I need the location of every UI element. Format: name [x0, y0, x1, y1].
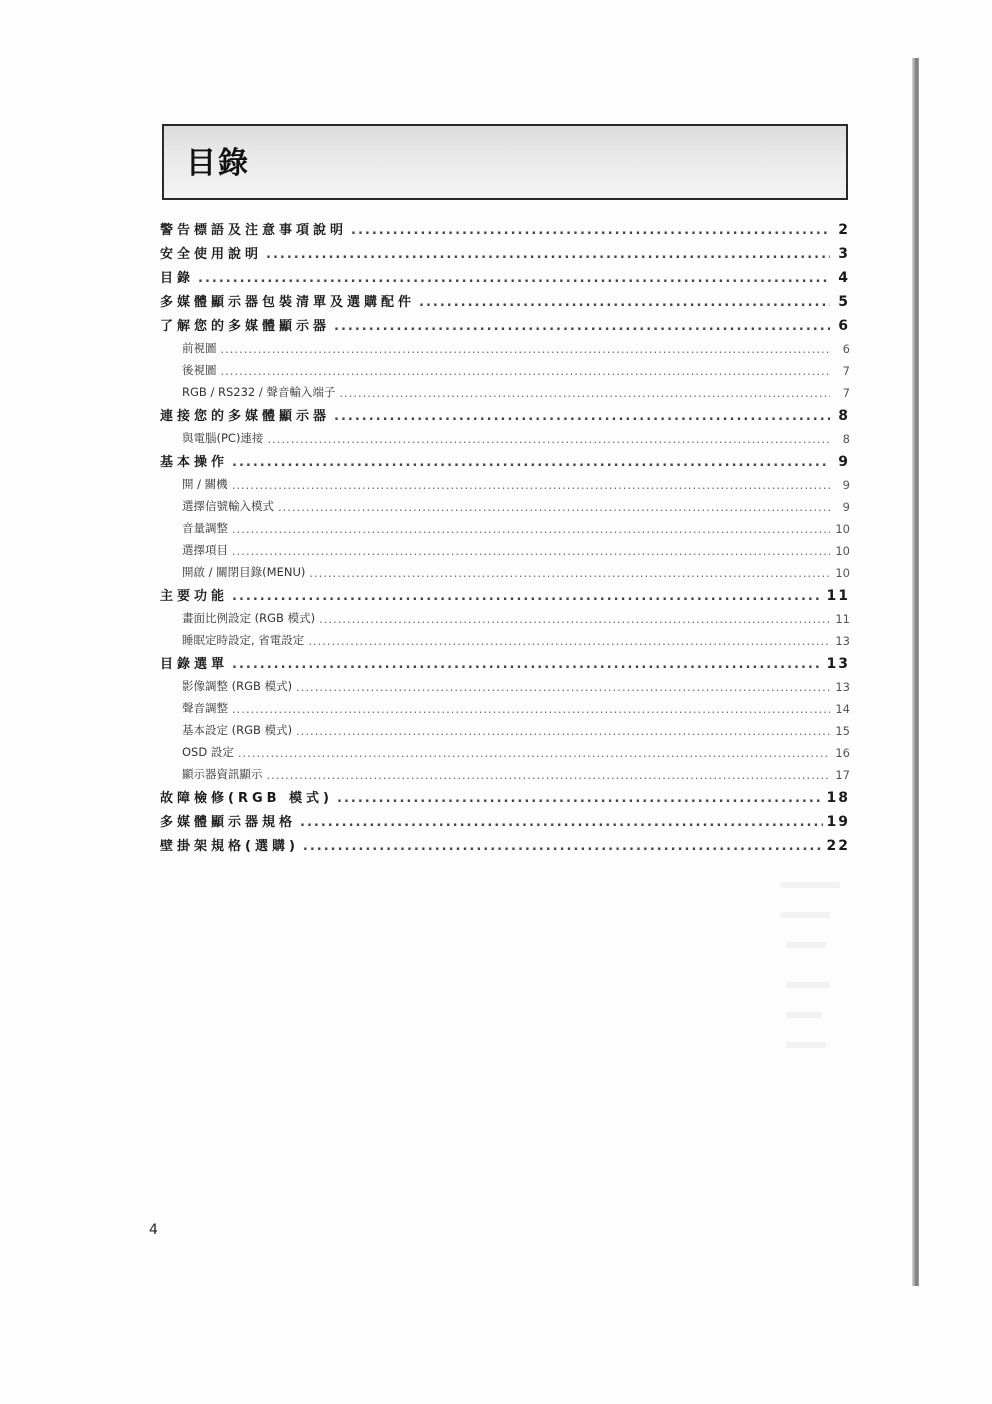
toc-entry-label: 音量調整	[182, 521, 228, 535]
toc-subentry	[160, 492, 850, 514]
toc-leader-dots	[351, 223, 830, 238]
toc-entry-page: 7	[842, 386, 850, 400]
toc-leader-dots	[238, 746, 830, 760]
toc-leader-dots	[198, 271, 830, 286]
page-number: 4	[149, 1222, 158, 1238]
toc-entry	[160, 286, 850, 310]
toc-subentry	[160, 626, 850, 648]
toc-subentry	[160, 760, 850, 782]
toc-entry-label: 壁掛架規格(選購)	[160, 839, 299, 854]
toc-leader-dots	[303, 839, 823, 854]
toc-entry-page: 5	[838, 294, 850, 310]
table-of-contents	[160, 214, 850, 854]
toc-leader-dots	[419, 295, 830, 310]
toc-entry-page: 9	[842, 500, 850, 514]
toc-entry-label: 影像調整 (RGB 模式)	[182, 679, 293, 693]
toc-entry-label: 主要功能	[160, 589, 229, 604]
toc-entry-label: 了解您的多媒體顯示器	[160, 319, 331, 334]
toc-entry-page: 9	[842, 478, 850, 492]
title-banner	[162, 124, 848, 200]
toc-subentry	[160, 424, 850, 446]
toc-entry-label: 與電腦(PC)連接	[182, 431, 264, 445]
toc-entry	[160, 310, 850, 334]
toc-entry-label: 睡眠定時設定, 省電設定	[182, 633, 305, 647]
toc-entry-page: 2	[838, 222, 850, 238]
toc-leader-dots	[266, 247, 830, 262]
toc-entry-label: 開 / 關機	[182, 477, 228, 491]
toc-entry	[160, 806, 850, 830]
toc-entry-label: 後視圖	[182, 363, 217, 377]
toc-entry-label: 多媒體顯示器規格	[160, 815, 297, 830]
toc-entry-page: 14	[835, 702, 850, 716]
toc-entry	[160, 214, 850, 238]
toc-subentry	[160, 470, 850, 492]
toc-subentry	[160, 334, 850, 356]
toc-leader-dots	[334, 319, 830, 334]
toc-leader-dots	[232, 702, 830, 716]
toc-entry-page: 4	[838, 270, 850, 286]
toc-entry-page: 6	[838, 318, 850, 334]
toc-entry-label: 基本設定 (RGB 模式)	[182, 723, 293, 737]
toc-entry-label: OSD 設定	[182, 745, 234, 759]
toc-entry-page: 16	[835, 746, 850, 760]
toc-leader-dots	[308, 634, 830, 648]
toc-entry-page: 8	[838, 408, 850, 424]
page-binding-edge	[912, 58, 919, 1286]
toc-entry-label: 目錄選單	[160, 657, 229, 672]
toc-entry-label: 安全使用說明	[160, 247, 263, 262]
toc-leader-dots	[267, 432, 830, 446]
toc-entry-label: 警告標語及注意事項說明	[160, 223, 348, 238]
toc-entry-page: 19	[826, 814, 850, 830]
toc-subentry	[160, 604, 850, 626]
toc-leader-dots	[232, 478, 830, 492]
toc-subentry	[160, 738, 850, 760]
toc-entry-page: 11	[835, 612, 850, 626]
toc-leader-dots	[309, 566, 830, 580]
toc-entry-page: 6	[842, 342, 850, 356]
toc-entry	[160, 830, 850, 854]
toc-subentry	[160, 672, 850, 694]
toc-entry-label: 顯示器資訊顯示	[182, 767, 263, 781]
toc-leader-dots	[296, 680, 830, 694]
toc-leader-dots	[232, 657, 823, 672]
toc-leader-dots	[300, 815, 823, 830]
toc-entry-page: 15	[835, 724, 850, 738]
toc-entry-page: 17	[835, 768, 850, 782]
toc-leader-dots	[221, 364, 831, 378]
toc-entry	[160, 580, 850, 604]
toc-entry-page: 13	[835, 634, 850, 648]
toc-entry	[160, 262, 850, 286]
page-title: 目錄	[186, 146, 250, 181]
toc-entry	[160, 782, 850, 806]
toc-leader-dots	[339, 386, 830, 400]
toc-entry-page: 13	[826, 656, 850, 672]
toc-subentry	[160, 378, 850, 400]
toc-leader-dots	[232, 544, 830, 558]
toc-entry	[160, 400, 850, 424]
toc-entry-page: 10	[835, 544, 850, 558]
toc-leader-dots	[221, 342, 831, 356]
toc-leader-dots	[232, 589, 823, 604]
toc-entry-label: 前視圖	[182, 341, 217, 355]
toc-entry-label: 選擇項目	[182, 543, 228, 557]
toc-leader-dots	[337, 791, 823, 806]
toc-entry-label: 連接您的多媒體顯示器	[160, 409, 331, 424]
toc-entry-page: 7	[842, 364, 850, 378]
toc-leader-dots	[334, 409, 830, 424]
toc-leader-dots	[319, 612, 830, 626]
toc-entry-label: 畫面比例設定 (RGB 模式)	[182, 611, 316, 625]
toc-subentry	[160, 514, 850, 536]
toc-entry-page: 3	[838, 246, 850, 262]
toc-entry-page: 22	[826, 838, 850, 854]
toc-leader-dots	[267, 768, 831, 782]
toc-leader-dots	[232, 522, 830, 536]
toc-entry-label: 聲音調整	[182, 701, 228, 715]
toc-entry-label: 選擇信號輸入模式	[182, 499, 274, 513]
toc-entry-page: 8	[842, 432, 850, 446]
toc-entry	[160, 648, 850, 672]
toc-entry-label: 目錄	[160, 271, 195, 286]
toc-subentry	[160, 694, 850, 716]
toc-entry-page: 11	[826, 588, 850, 604]
toc-subentry	[160, 558, 850, 580]
toc-subentry	[160, 716, 850, 738]
toc-subentry	[160, 356, 850, 378]
toc-subentry	[160, 536, 850, 558]
toc-entry-page: 18	[826, 790, 850, 806]
toc-entry-page: 9	[838, 454, 850, 470]
toc-entry-label: 開啟 / 關閉目錄(MENU)	[182, 565, 306, 579]
toc-leader-dots	[296, 724, 830, 738]
toc-leader-dots	[232, 455, 830, 470]
toc-entry-page: 13	[835, 680, 850, 694]
toc-entry-label: RGB / RS232 / 聲音輸入端子	[182, 385, 336, 399]
toc-entry	[160, 238, 850, 262]
toc-entry	[160, 446, 850, 470]
bleed-through-marks	[770, 872, 850, 1082]
toc-entry-page: 10	[835, 522, 850, 536]
toc-leader-dots	[278, 500, 830, 514]
toc-entry-label: 多媒體顯示器包裝清單及選購配件	[160, 295, 416, 310]
toc-entry-page: 10	[835, 566, 850, 580]
toc-entry-label: 故障檢修(RGB 模式)	[160, 791, 333, 806]
toc-entry-label: 基本操作	[160, 455, 229, 470]
